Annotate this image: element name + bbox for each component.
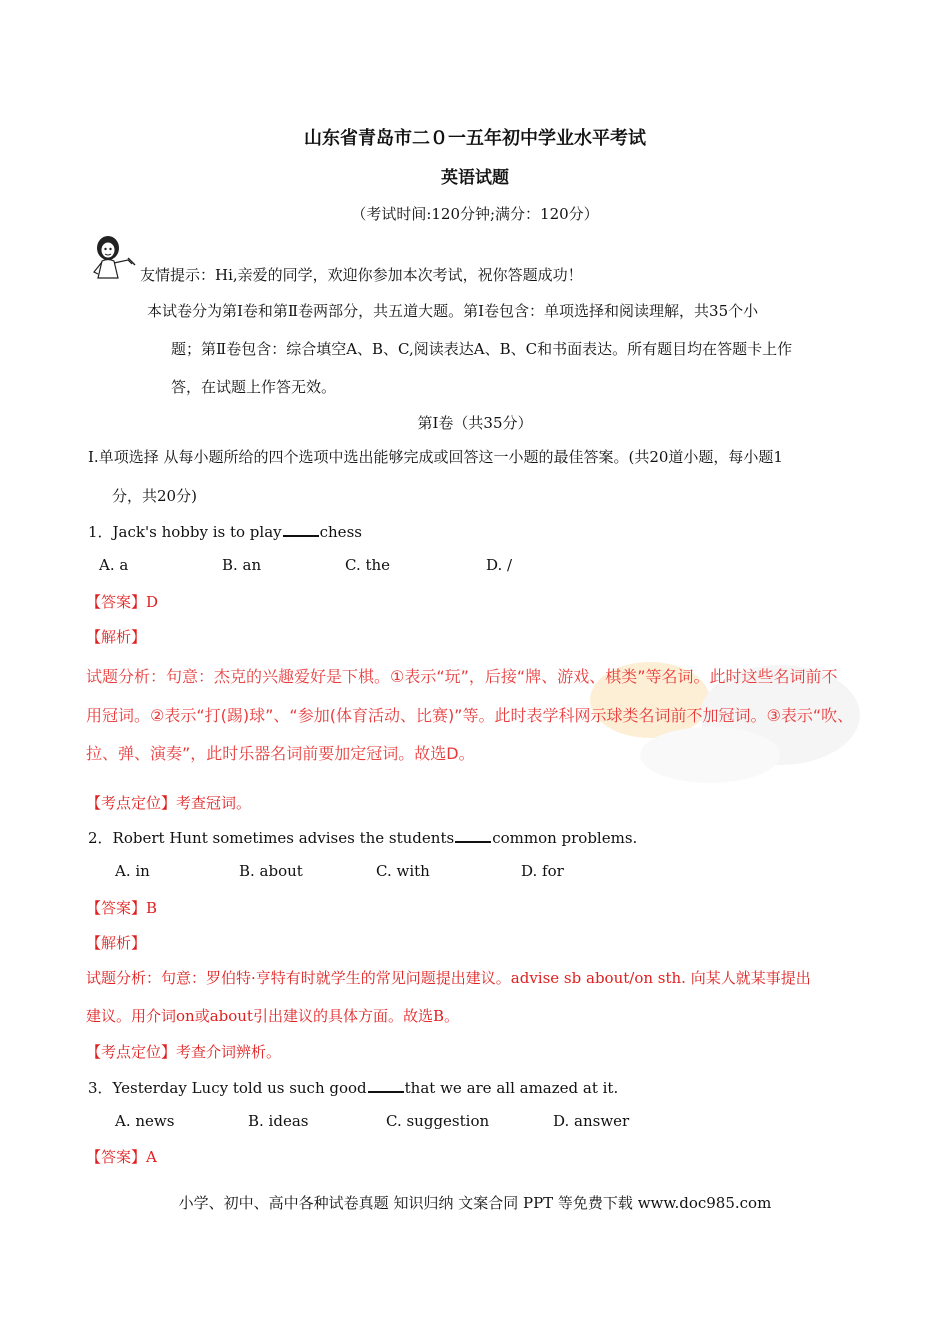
question-2-option-c: C. with	[376, 862, 430, 880]
question-2-option-d: D. for	[521, 862, 564, 880]
teacher-cartoon-icon	[88, 234, 138, 280]
question-1-analysis-label: 【解析】	[86, 628, 147, 646]
tip-greeting: 友情提示：Hi,亲爱的同学，欢迎你参加本次考试，祝你答题成功！	[140, 266, 583, 284]
question-2-point: 【考点定位】考查介词辨析。	[86, 1043, 282, 1061]
question-1-analysis-line-3: 拉、弹、演奏”，此时乐器名词前要加定冠词。故选D。	[86, 744, 475, 763]
question-2-answer: 【答案】B	[86, 899, 158, 917]
answer-blank	[455, 827, 491, 843]
subject-title: 英语试题	[441, 168, 509, 188]
question-1-option-d: D. /	[486, 556, 513, 574]
question-3-answer: 【答案】A	[86, 1148, 157, 1166]
answer-blank	[283, 521, 319, 537]
section-instruction-line-2: 分，共20分)	[112, 487, 197, 505]
question-1-answer: 【答案】D	[86, 593, 159, 611]
question-3-option-d: D. answer	[553, 1112, 630, 1130]
question-1-stem-before: 1．Jack's hobby is to play	[88, 523, 282, 541]
section-title: 第Ⅰ卷（共35分）	[417, 414, 533, 432]
question-1-analysis-line-1: 试题分析：句意：杰克的兴趣爱好是下棋。①表示“玩”，后接“牌、游戏、棋类”等名词。此时这些名词前不	[86, 667, 838, 686]
question-1-stem-after: chess	[319, 523, 362, 541]
question-2-analysis-line-1: 试题分析：句意：罗伯特·亨特有时就学生的常见问题提出建议。advise sb about/on sth. 向某人就某事提出	[86, 969, 811, 987]
exam-title: 山东省青岛市二０一五年初中学业水平考试	[304, 128, 646, 149]
question-3-option-a: A. news	[115, 1112, 175, 1130]
question-3-option-b: B. ideas	[248, 1112, 309, 1130]
footer-text: 小学、初中、高中各种试卷真题 知识归纳 文案合同 PPT 等免费下载 www.doc985.com	[178, 1194, 772, 1212]
tip-line-3: 答，在试题上作答无效。	[171, 378, 337, 396]
question-3-option-c: C. suggestion	[386, 1112, 490, 1130]
question-2-analysis-label: 【解析】	[86, 934, 147, 952]
question-1-option-c: C. the	[345, 556, 391, 574]
question-1-analysis-line-2: 用冠词。②表示“打(踢)球”、“参加(体育活动、比赛)”等。此时表学科网示球类名词前不加冠词。③表示“吹、	[86, 706, 854, 725]
tip-line-1: 本试卷分为第Ⅰ卷和第Ⅱ卷两部分，共五道大题。第Ⅰ卷包含：单项选择和阅读理解，共35个小	[147, 302, 759, 320]
question-1-option-a: A. a	[99, 556, 129, 574]
question-3-stem-after: that we are all amazed at it.	[404, 1079, 619, 1097]
exam-info: （考试时间:120分钟;满分：120分）	[351, 205, 599, 223]
question-2-stem	[88, 827, 637, 848]
question-2-option-b: B. about	[239, 862, 303, 880]
question-2-option-a: A. in	[115, 862, 150, 880]
tip-line-2: 题；第Ⅱ卷包含：综合填空A、B、C,阅读表达A、B、C和书面表达。所有题目均在答题卡上作	[171, 340, 793, 358]
question-2-stem-before: 2．Robert Hunt sometimes advises the students	[88, 829, 455, 847]
question-1-stem	[88, 521, 362, 542]
question-3-stem	[88, 1077, 618, 1098]
question-2-stem-after: common problems.	[492, 829, 638, 847]
section-instruction-line-1: Ⅰ.单项选择 从每小题所给的四个选项中选出能够完成或回答这一小题的最佳答案。(共20道小题，每小题1	[88, 448, 783, 466]
question-2-analysis-line-2: 建议。用介词on或about引出建议的具体方面。故选B。	[86, 1007, 459, 1025]
question-3-stem-before: 3．Yesterday Lucy told us such good	[88, 1079, 367, 1097]
question-1-option-b: B. an	[222, 556, 262, 574]
question-1-point: 【考点定位】考查冠词。	[86, 794, 252, 812]
answer-blank	[368, 1077, 404, 1093]
